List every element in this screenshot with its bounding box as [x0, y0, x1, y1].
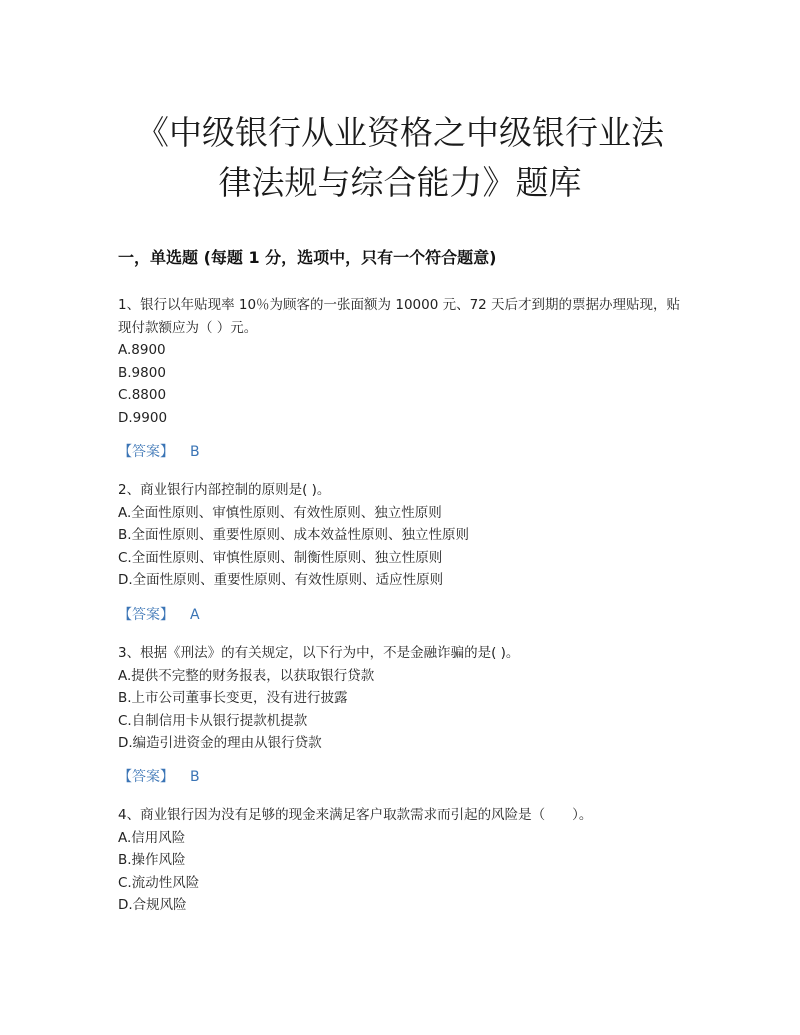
question-4-text: 4、商业银行因为没有足够的现金来满足客户取款需求而引起的风险是（ ）。	[118, 807, 593, 823]
question-3-options	[118, 665, 688, 755]
question-3	[118, 642, 688, 755]
question-3-option-c: C.自制信用卡从银行提款机提款	[118, 712, 308, 729]
answer-label: 【答案】	[118, 769, 174, 785]
question-2-option-d: D.全面性原则、重要性原则、有效性原则、适应性原则	[118, 572, 444, 588]
question-4-option-b: B.操作风险	[118, 852, 186, 868]
title-line-2: 律法规与综合能力》题库	[218, 163, 582, 202]
answer-value: A	[190, 607, 200, 623]
question-3-option-b: B.上市公司董事长变更，没有进行披露	[118, 690, 348, 706]
question-2-option-b: B.全面性原则、重要性原则、成本效益性原则、独立性原则	[118, 527, 470, 543]
question-2-option-a: A.全面性原则、审慎性原则、有效性原则、独立性原则	[118, 504, 442, 521]
question-1	[118, 294, 688, 429]
question-4	[118, 804, 688, 917]
question-1-options	[118, 339, 688, 429]
title-line-1: 《中级银行从业资格之中级银行业法	[136, 113, 664, 152]
question-1-option-a: A.8900	[118, 342, 166, 358]
question-3-answer	[118, 767, 200, 787]
document-title	[90, 108, 710, 208]
question-1-text: 1、银行以年贴现率 10％为顾客的一张面额为 10000 元、72 天后才到期的票据办理贴现，贴现付款额应为（ ）元。	[118, 297, 681, 336]
question-1-option-d: D.9900	[118, 409, 168, 426]
question-2-text: 2、商业银行内部控制的原则是( )。	[118, 482, 331, 498]
question-4-options	[118, 827, 688, 917]
question-1-option-b: B.9800	[118, 364, 166, 381]
question-3-option-d: D.编造引进资金的理由从银行贷款	[118, 735, 322, 751]
answer-value: B	[190, 444, 200, 460]
question-3-option-a: A.提供不完整的财务报表，以获取银行贷款	[118, 667, 375, 684]
answer-value: B	[190, 769, 200, 785]
answer-label: 【答案】	[118, 607, 174, 623]
question-1-option-c: C.8800	[118, 387, 167, 403]
question-2-options	[118, 502, 688, 592]
question-2-option-c: C.全面性原则、审慎性原则、制衡性原则、独立性原则	[118, 549, 443, 566]
question-1-answer	[118, 442, 200, 462]
question-2	[118, 479, 688, 592]
question-4-option-c: C.流动性风险	[118, 874, 200, 891]
question-4-option-d: D.合规风险	[118, 897, 187, 913]
answer-label: 【答案】	[118, 444, 174, 460]
question-3-text: 3、根据《刑法》的有关规定，以下行为中，不是金融诈骗的是( )。	[118, 645, 520, 661]
question-4-option-a: A.信用风险	[118, 829, 186, 846]
question-2-answer	[118, 605, 200, 625]
section-heading: 一，单选题 (每题 1 分，选项中，只有一个符合题意)	[118, 248, 497, 267]
